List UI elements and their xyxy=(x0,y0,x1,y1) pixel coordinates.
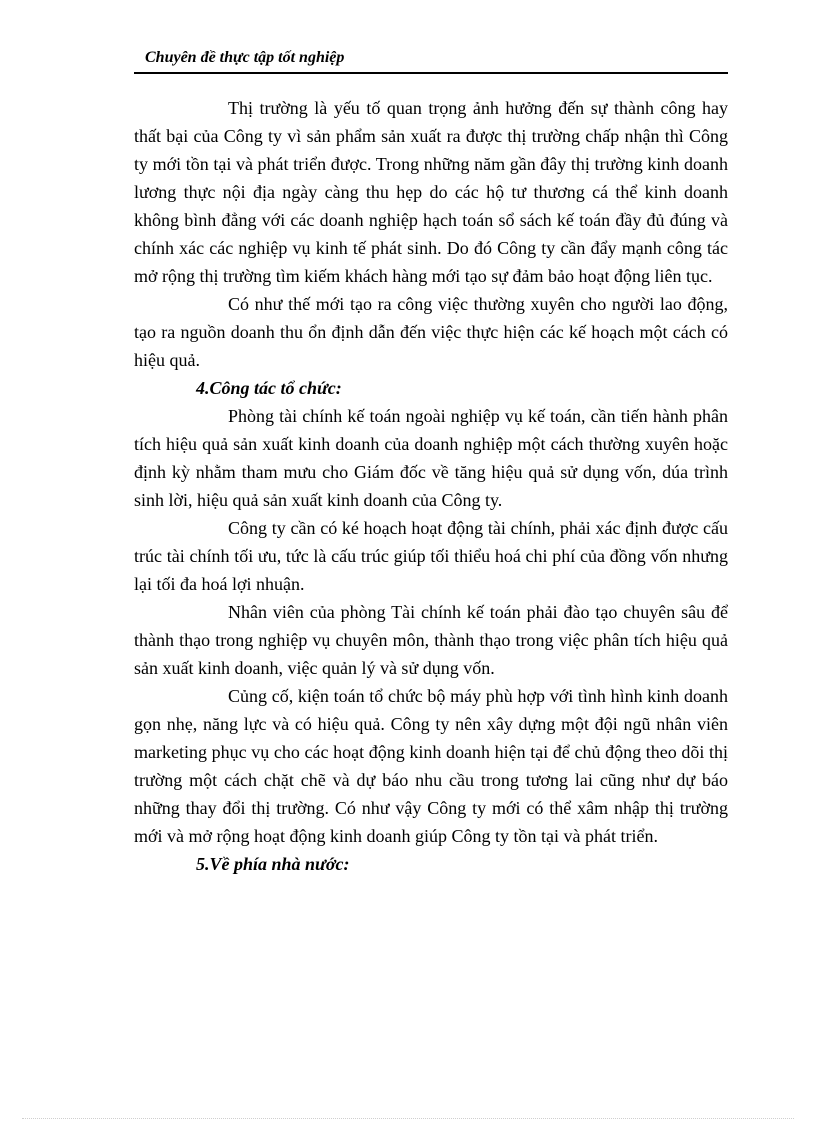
paragraph-finance-department: Phòng tài chính kế toán ngoài nghiệp vụ kế toán, cần tiến hành phân tích hiệu quả sản xuất kinh doanh của doanh nghiệp một cách thường xuyên hoặc định kỳ nhằm tham mưu cho Giám đốc về tăng hiệu quả sử dụng vốn, dúa trình sinh lời, hiệu quả sản xuất kinh doanh của Công ty. xyxy=(134,406,728,510)
paragraph-regular-work: Có như thế mới tạo ra công việc thường xuyên cho người lao động, tạo ra nguồn doanh thu ổn định dẫn đến việc thực hiện các kế hoạch một cách có hiệu quả. xyxy=(134,294,728,370)
paragraph-market: Thị trường là yếu tố quan trọng ảnh hưởng đến sự thành công hay thất bại của Công ty vì sản phẩm sản xuất ra được thị trường chấp nhận thì Công ty mới tồn tại và phát triển được. Trong những năm gần đây thị trường kinh doanh lương thực nội địa ngày càng thu hẹp do các hộ tư thương cá thể kinh doanh không bình đẳng với các doanh nghiệp hạch toán sổ sách kế toán đầy đủ đúng và chính xác các nghiệp vụ kinh tế phát sinh. Do đó Công ty cần đẩy mạnh công tác mở rộng thị trường tìm kiếm khách hàng mới tạo sự đảm bảo hoạt động liên tục. xyxy=(134,98,728,286)
paragraph-staff-training: Nhân viên của phòng Tài chính kế toán phải đào tạo chuyên sâu để thành thạo trong nghiệp vụ chuyên môn, thành thạo trong việc phân tích hiệu quả sản xuất kinh doanh, việc quản lý và sử dụng vốn. xyxy=(134,602,728,678)
section-heading-organization: 4.Công tác tổ chức: xyxy=(196,378,342,398)
section-heading-state: 5.Về phía nhà nước: xyxy=(196,854,350,874)
page-header xyxy=(134,46,728,74)
paragraph-organization-structure: Củng cố, kiện toán tổ chức bộ máy phù hợp với tình hình kinh doanh gọn nhẹ, năng lực và có hiệu quả. Công ty nên xây dựng một đội ngũ nhân viên marketing phục vụ cho các hoạt động kinh doanh hiện tại để chủ động theo dõi thị trường một cách chặt chẽ và dự báo nhu cầu trong tương lai cũng như dự báo những thay đổi thị trường. Có như vậy Công ty mới có thể xâm nhập thị trường mới và mở rộng hoạt động kinh doanh giúp Công ty tồn tại và phát triển. xyxy=(134,686,728,846)
page-bottom-divider xyxy=(22,1118,794,1119)
paragraph-financial-plan: Công ty cần có ké hoạch hoạt động tài chính, phải xác định được cấu trúc tài chính tối ưu, tức là cấu trúc giúp tối thiểu hoá chi phí của đồng vốn nhưng lại tối đa hoá lợi nhuận. xyxy=(134,518,728,594)
header-title: Chuyên đề thực tập tốt nghiệp xyxy=(145,49,345,66)
document-body xyxy=(134,94,728,878)
